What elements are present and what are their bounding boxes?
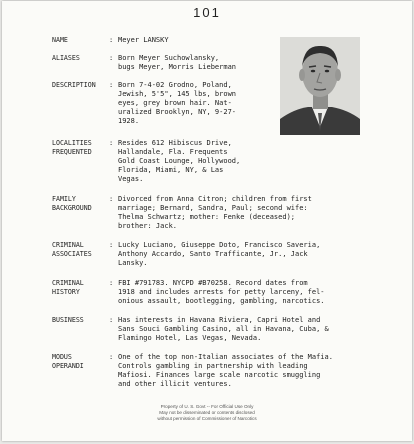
field-value: Resides 612 Hibiscus Drive, Hallandale, Fla. Frequents Gold Coast Lounge, Hollywood, Florida, Miami, NY, & Las Vegas. [118, 139, 241, 183]
field-value: Lucky Luciano, Giuseppe Doto, Francisco Saveria, Anthony Accardo, Santo Trafficante, Jr., Jack Lansky. [118, 241, 321, 267]
document-page [2, 1, 412, 441]
colon-separator: : [109, 81, 114, 89]
portrait-icon [280, 37, 360, 135]
field-value: Born 7-4-02 Grodno, Poland, Jewish, 5'5", 145 lbs, brown eyes, grey brown hair. Nat- uralized Brooklyn, NY, 9-27- 1928. [118, 81, 237, 125]
field-label: NAME [52, 36, 68, 44]
colon-separator: : [109, 241, 114, 249]
field-label: FAMILY BACKGROUND [52, 195, 92, 212]
colon-separator: : [109, 54, 114, 62]
field-label: DESCRIPTION [52, 81, 96, 89]
colon-separator: : [109, 316, 114, 324]
field-value: Born Meyer Suchowlansky, bugs Meyer, Morris Lieberman [118, 54, 237, 71]
colon-separator: : [109, 195, 114, 203]
colon-separator: : [109, 36, 114, 44]
field-value: Meyer LANSKY [118, 36, 169, 44]
footer-notice: Property of U. S. Govt -- For Official Use Only May not be disseminated or contents disclosed without permission of Commissioner of Narcotics [157, 404, 257, 421]
mugshot-photo [280, 37, 360, 135]
field-label: LOCALITIES FREQUENTED [52, 139, 92, 156]
colon-separator: : [109, 139, 114, 147]
field-value: Divorced from Anna Citron; children from first marriage; Bernard, Sandra, Paul; second wife: Thelma Schwartz; mother: Fenke (deceased); brother: Jack. [118, 195, 312, 230]
field-label: BUSINESS [52, 316, 84, 324]
colon-separator: : [109, 353, 114, 361]
field-label: ALIASES [52, 54, 80, 62]
field-value: FBI #791783. NYCPD #B70258. Record dates from 1918 and includes arrests for petty larceny, fel- onious assault, bootlegging, gambling, narcotics. [118, 279, 325, 305]
field-label: CRIMINAL HISTORY [52, 279, 84, 296]
field-value: Has interests in Havana Riviera, Capri Hotel and Sans Souci Gambling Casino, all in Havana, Cuba, & Flamingo Hotel, Las Vegas, Nevada. [118, 316, 329, 342]
field-label: MODUS OPERANDI [52, 353, 84, 370]
field-label: CRIMINAL ASSOCIATES [52, 241, 92, 258]
page-number: 101 [193, 5, 221, 20]
field-value: One of the top non-Italian associates of the Mafia. Controls gambling in partnership with leading Mafiosi. Finances large scale narcotic smuggling and other illicit ventures. [118, 353, 333, 388]
colon-separator: : [109, 279, 114, 287]
